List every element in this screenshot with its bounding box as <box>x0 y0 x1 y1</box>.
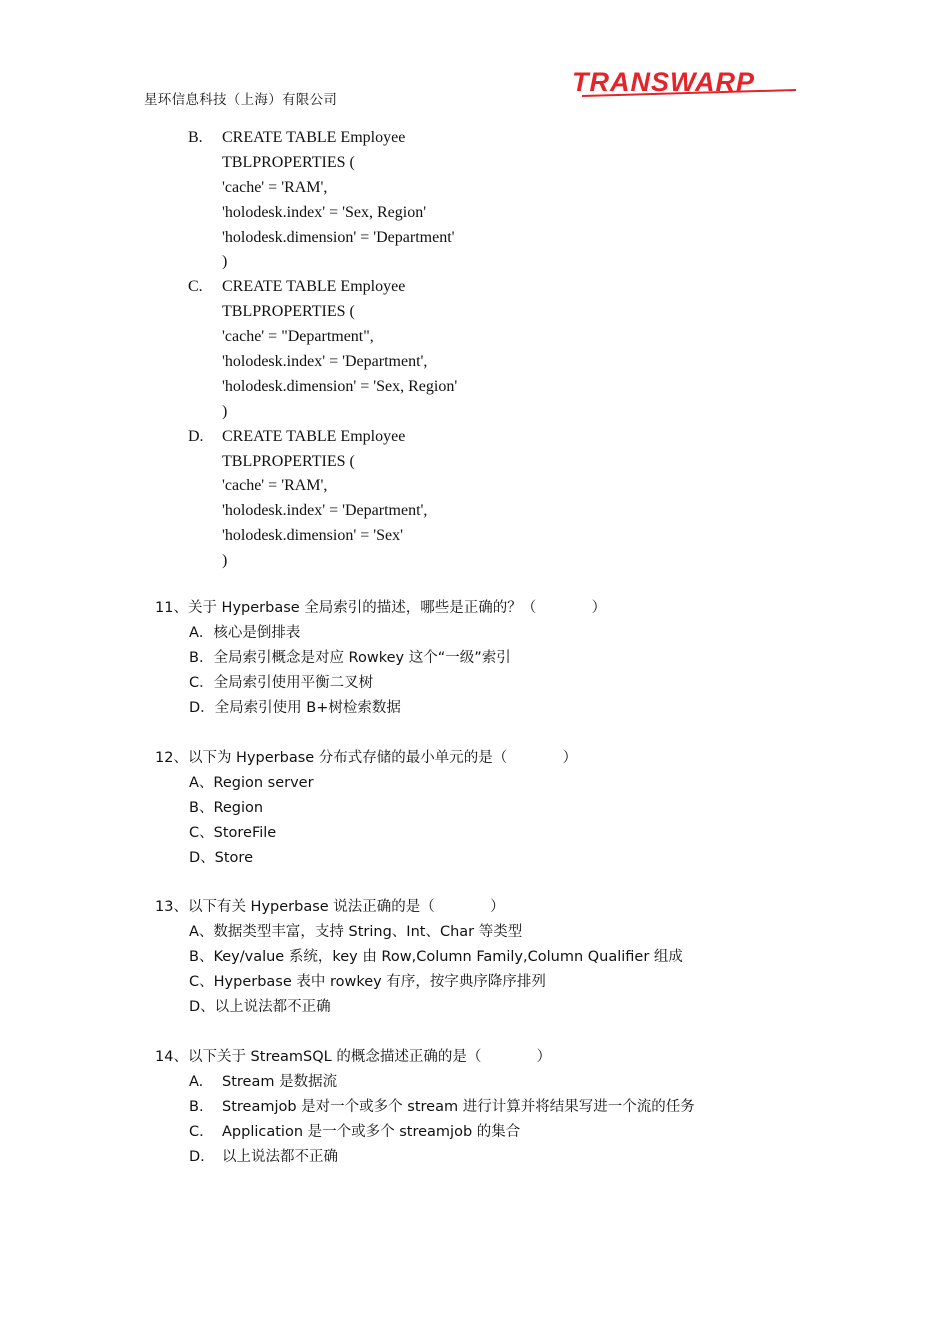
code-line: 'holodesk.index' = 'Department', <box>222 353 428 371</box>
option-c-line <box>188 275 457 300</box>
option-text: Streamjob 是对一个或多个 stream 进行计算并将结果写进一个流的任务 <box>222 1098 695 1115</box>
answer-option: B．全局索引概念是对应 Rowkey 这个“一级”索引 <box>189 649 511 666</box>
option-letter: B. <box>189 1098 204 1115</box>
code-line: 'holodesk.dimension' = 'Sex, Region' <box>222 377 458 395</box>
answer-option: A．核心是倒排表 <box>189 624 301 641</box>
code-line: 'holodesk.dimension' = 'Sex' <box>222 527 403 545</box>
code-line: ) <box>222 402 228 420</box>
code-line: TBLPROPERTIES ( <box>222 303 355 321</box>
option-letter: C. <box>188 278 203 296</box>
code-line: 'holodesk.index' = 'Department', <box>222 502 428 520</box>
answer-option: C、Hyperbase 表中 rowkey 有序，按字典序降序排列 <box>189 973 546 990</box>
answer-option: B、Region <box>189 799 264 816</box>
question-text: 13、以下有关 Hyperbase 说法正确的是（ ） <box>155 899 505 915</box>
code-line: 'holodesk.index' = 'Sex, Region' <box>222 203 427 221</box>
question-13 <box>155 895 683 1019</box>
answer-option: A、数据类型丰富，支持 String、Int、Char 等类型 <box>189 923 523 940</box>
answer-option <box>155 1095 695 1120</box>
transwarp-logo <box>570 66 806 102</box>
code-line: CREATE TABLE Employee <box>222 278 406 296</box>
answer-option <box>155 1145 695 1170</box>
option-letter: D. <box>188 427 204 445</box>
answer-option: D．全局索引使用 B+树检索数据 <box>189 699 401 716</box>
answer-option <box>155 1120 695 1145</box>
answer-option: D、Store <box>189 849 253 866</box>
code-line: CREATE TABLE Employee <box>222 129 406 146</box>
answer-option: D、以上说法都不正确 <box>189 998 331 1015</box>
code-line: ) <box>222 253 228 271</box>
answer-option: A、Region server <box>189 774 314 791</box>
header-company-name: 星环信息科技（上海）有限公司 <box>144 92 338 108</box>
question-text: 11、关于 Hyperbase 全局索引的描述，哪些是正确的？（ ） <box>155 600 607 616</box>
option-text: 以上说法都不正确 <box>222 1148 338 1165</box>
option-text: Stream 是数据流 <box>222 1073 338 1090</box>
answer-option: C．全局索引使用平衡二叉树 <box>189 674 374 691</box>
option-letter: C. <box>189 1123 204 1140</box>
question-text: 14、以下关于 StreamSQL 的概念描述正确的是（ ） <box>155 1049 552 1065</box>
question-10-options <box>188 126 457 574</box>
code-line: CREATE TABLE Employee <box>222 427 406 445</box>
svg-text:TRANSWARP: TRANSWARP <box>572 67 755 97</box>
answer-option: B、Key/value 系统，key 由 Row,Column Family,Column Qualifier 组成 <box>189 948 683 965</box>
option-letter: B. <box>188 129 203 146</box>
question-11 <box>155 596 606 720</box>
code-line: TBLPROPERTIES ( <box>222 153 355 171</box>
code-line: ) <box>222 552 228 570</box>
code-line: 'cache' = 'RAM', <box>222 477 328 495</box>
question-12 <box>155 746 577 870</box>
code-line: 'holodesk.dimension' = 'Department' <box>222 228 455 246</box>
option-text: Application 是一个或多个 streamjob 的集合 <box>222 1123 521 1140</box>
option-d-line <box>188 425 457 450</box>
question-text: 12、以下为 Hyperbase 分布式存储的最小单元的是（ ） <box>155 750 578 766</box>
code-line: 'cache' = "Department", <box>222 328 374 346</box>
question-14 <box>155 1045 695 1169</box>
option-letter: A. <box>189 1073 204 1090</box>
answer-option <box>155 1070 695 1095</box>
option-b-line <box>188 126 457 151</box>
code-line: TBLPROPERTIES ( <box>222 452 355 470</box>
code-line: 'cache' = 'RAM', <box>222 178 328 196</box>
option-letter: D. <box>189 1148 205 1165</box>
answer-option: C、StoreFile <box>189 824 277 841</box>
